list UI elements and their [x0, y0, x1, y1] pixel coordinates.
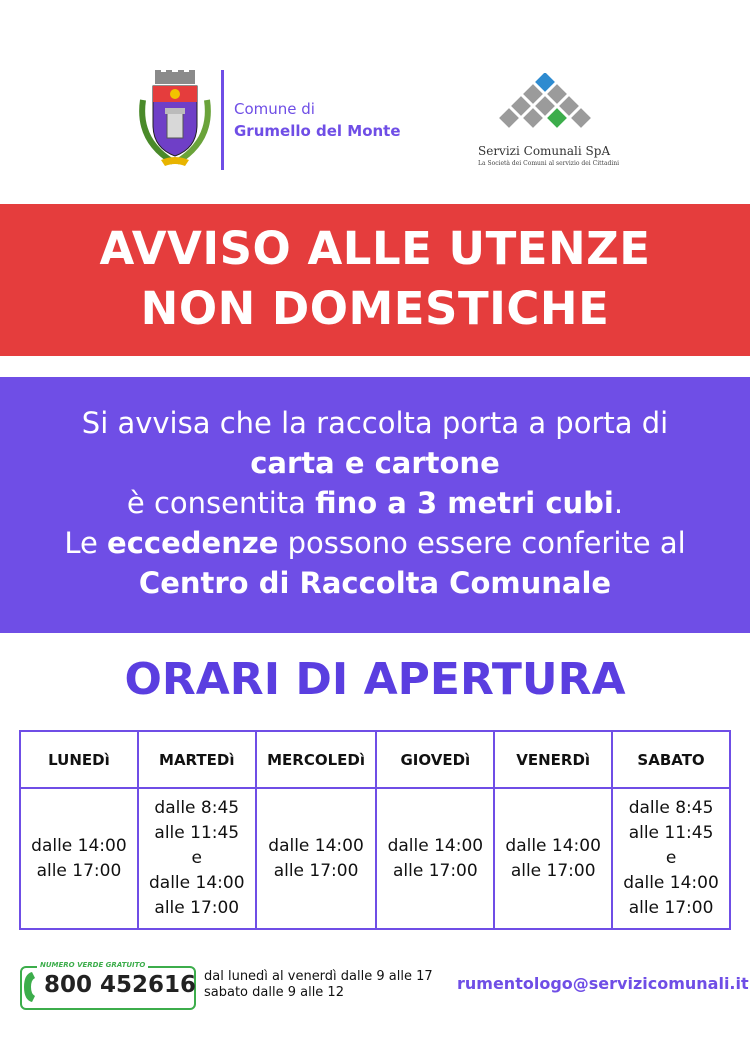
schedule-hours-row	[20, 788, 730, 929]
day-header: MERCOLEDì	[256, 731, 377, 788]
header	[0, 60, 750, 180]
day-header: MARTEDì	[138, 731, 256, 788]
phone-icon	[22, 970, 38, 1004]
notice-line3: è consentita fino a 3 metri cubi.	[126, 486, 624, 520]
hours-cell: dalle 14:00 alle 17:00	[20, 788, 138, 929]
banner-line1: AVVISO ALLE UTENZE	[99, 222, 651, 275]
hours-cell: dalle 8:45 alle 11:45 e dalle 14:00 alle 17:00	[138, 788, 256, 929]
notice-excess: eccedenze	[107, 526, 279, 560]
call-hours	[204, 969, 433, 1001]
day-header: LUNEDì	[20, 731, 138, 788]
partner-tagline: La Società dei Comuni al servizio dei Cittadini	[478, 160, 620, 167]
divider-line	[221, 70, 224, 170]
notice-limit: fino a 3 metri cubi	[315, 486, 614, 520]
notice-material: carta e cartone	[250, 446, 500, 480]
coat-of-arms-icon	[135, 70, 215, 170]
notice-line1: Si avvisa che la raccolta porta a porta di	[81, 406, 669, 440]
hours-cell: dalle 8:45 alle 11:45 e dalle 14:00 alle 17:00	[612, 788, 730, 929]
schedule-table	[19, 730, 731, 930]
numero-verde-label: NUMERO VERDE GRATUITO	[37, 961, 148, 969]
hours-cell: dalle 14:00 alle 17:00	[494, 788, 612, 929]
call-hours-weekdays: dal lunedì al venerdì dalle 9 alle 17	[204, 969, 433, 984]
schedule-header-row	[20, 731, 730, 788]
day-header: VENERDì	[494, 731, 612, 788]
comune-line2: Grumello del Monte	[234, 122, 401, 140]
schedule-title: ORARI DI APERTURA	[124, 654, 626, 705]
comune-name	[234, 98, 401, 142]
hours-cell: dalle 14:00 alle 17:00	[376, 788, 494, 929]
phone-number[interactable]: 800 452616	[44, 972, 197, 998]
partner-name: Servizi Comunali SpA	[478, 144, 611, 158]
notice-centre: Centro di Raccolta Comunale	[138, 566, 612, 600]
day-header: SABATO	[612, 731, 730, 788]
email-link[interactable]: rumentologo@servizicomunali.it	[457, 974, 749, 993]
day-header: GIOVEDì	[376, 731, 494, 788]
comune-line1: Comune di	[234, 100, 315, 118]
banner-line2: NON DOMESTICHE	[140, 282, 610, 335]
call-hours-saturday: sabato dalle 9 alle 12	[204, 985, 344, 1000]
notice-line4: Le eccedenze possono essere conferite al	[64, 526, 686, 560]
hours-cell: dalle 14:00 alle 17:00	[256, 788, 377, 929]
warning-banner	[0, 204, 750, 356]
notice-box	[0, 377, 750, 633]
